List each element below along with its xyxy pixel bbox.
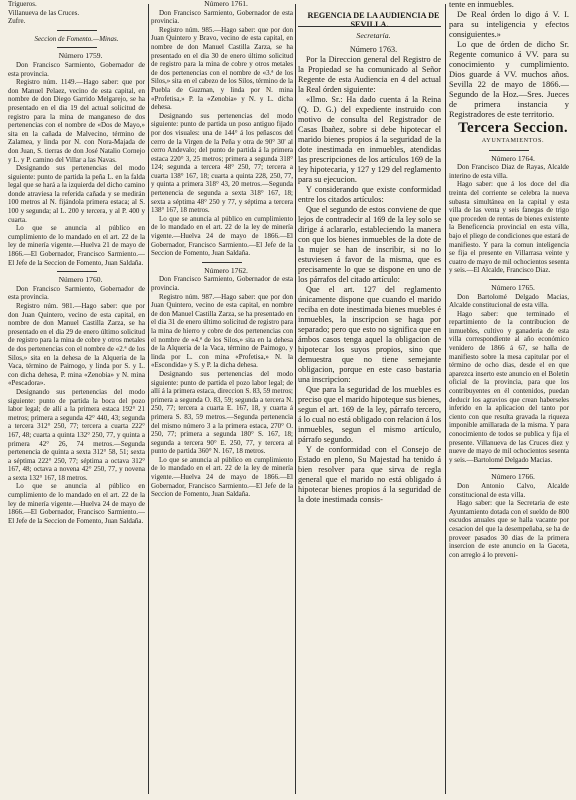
column-4	[449, 0, 569, 800]
entry-paragraph: Lo que se anuncia al público en cumplimiento de lo mandado en el art. 22 de la ley de minería vigente.—Huelva 24 de mayo de 1866.—El Gobernador, Francisco Sarmiento.—El Jefe de la Seccion de Fomento, Juan Saldaña.	[151, 455, 293, 499]
entry-paragraph: «Ilmo. Sr.: Ha dado cuenta á la Reina (Q. D. G.) del expediente instruido con motivo de consulta del Registrador de Casas Ibañez, sobre si debe hipotecar el marido bienes propios á la seguridad de la dote inestimada en inmuebles, atendidas las prescripciones de los artículos 169 de la ley hipotecaria, y 127 y 129 del reglamento para su ejecucion.	[298, 95, 441, 184]
entry-paragraph: Y de conformidad con el Consejo de Estado en pleno, Su Majestad ha tenido á bien resolver para que sirva de regla general que el marido no está obligado á hipotecar bienes propios á la seguridad de la dote inestimada consis-	[298, 445, 441, 504]
entry-number: Número 1759.	[58, 51, 103, 61]
divider	[57, 30, 97, 31]
entry-number: Número 1764.	[491, 153, 535, 163]
entry-number: Número 1765.	[491, 282, 535, 292]
entry-paragraph: Don Francisco Sarmiento, Gobernador de esta provincia.	[151, 275, 293, 292]
header-rule	[298, 26, 441, 27]
divider	[489, 150, 529, 151]
entry-paragraph: Registro núm. 985.—Hago saber: que por don Juan Quintero y Bravo, vecino de esta capital, en nombre de don Manuel Castilla Zarza, se ha presentado en el dia 30 de enero último solicitud de registro para la mina de cobre y otros metales de dos pertenencias con el nombre de «3.ª de los Silos,» sita en el cabezo de los Silos, término de la Puebla de Guzman, y linda por N. mina «Profetisa,» P. la «Zenobia» y N. y L. dicha dehesa.	[151, 25, 293, 112]
entry-number: Número 1762.	[204, 265, 248, 275]
entry-paragraph: Don Francisco Sarmiento, Gobernador de esta provincia.	[151, 8, 293, 26]
entry-paragraph: Designando sus pertenencias del modo siguiente: punto de partida el pozo labor legal; de allí á la primera estaca, direccion S. 83, 59 metros; primera a segunda O. 83, 59; segunda a tercera N. 250, 77; tercera a cuarta E. 167, 18, y cuarta á primera S. 83, 59 metros.—Segunda pertenencia del mismo número 3 a la primera estaca, 270° O. 250, 77; primera a segunda 180° S. 167, 18; segunda a tercera 90° E. 250, 77, y tercera al punto de partida 360° N. 167, 18 metros.	[151, 369, 293, 456]
entry-paragraph: Lo que se anuncia al público en cumplimiento de lo mandado en el art. 22 de la ley de minería vigente.—Huelva 21 de mayo de 1866.—El Gobernador, Francisco Sarmiento.—El Jefe de la Seccion de Fomento, Juan Saldaña.	[8, 224, 145, 267]
entry-paragraph: Y considerando que existe conformidad entre los citados artículos:	[298, 185, 441, 204]
entry-paragraph: Don Francisco Diaz de Rayas, Alcalde interino de esta villa.	[449, 163, 569, 180]
subsection-title: AYUNTAMIENTOS.	[481, 137, 545, 144]
entry-paragraph: Lo que de órden de dicho Sr. Regente comunico á VV. para su conocimiento y cumplimiento. Dios guarde á VV. muchos años. Sevilla 22 de mayo de 1866.—Segundo de la Hoz.—Sres. Jueces de primera instancia y Registradores de este territorio.	[449, 40, 569, 119]
column-rule	[148, 4, 149, 794]
entry-paragraph: Don Francisco Sarmiento, Gobernador de esta provincia.	[8, 284, 145, 302]
entry-paragraph: Registro núm. 981.—Hago saber: que por don Juan Quintero, vecino de esta capital, en nombre de don Manuel Castilla Zarza, se ha presentado en el dia 29 de enero último solicitud de registro para la mina de cobre y otros metales de dos pertenencias con el nombre de «2.ª de los Silos,» sita en la dehesa de la Alqueria de la Vaca, término de Paimogo, y linda por S. y L. con dicha dehesa, P. mina «Zenobia» y N. mina «Pescadora».	[8, 302, 145, 388]
divider	[489, 468, 529, 469]
entry-paragraph: Hago saber: que la Secretaria de este Ayuntamiento dotada con el sueldo de 800 escudos anuales que se halla vacante por cesacion del que la desempeñaba, se ha de proveer pasados 30 dias de la primera insercion de este anuncio en la Gaceta, con arreglo á lo preveni-	[449, 499, 569, 559]
column-1	[8, 0, 145, 800]
column-2	[151, 0, 293, 800]
entry-paragraph: Lo que se anuncia al público en cumplimiento de lo mandado en el art. 22 de la ley de minería vigente.—Huelva 24 de mayo de 1866.—El Gobernador, Francisco Sarmiento.—El Jefe de la Seccion de Fomento, Juan Saldaña.	[8, 482, 145, 525]
town-name: Zufre.	[8, 17, 26, 26]
entry-number: Número 1760.	[58, 275, 103, 285]
divider	[57, 271, 97, 272]
section-title: Tercera Seccion.	[458, 120, 568, 136]
entry-paragraph: Don Bartolomé Delgado Macias, Alcalde constitucional de esta villa.	[449, 292, 569, 310]
entry-paragraph: Designando sus pertenencias del modo siguiente: punto de partida la peña L. en la falda legal que se hará a la izquierda del dicho camino donde atraviesa la referida cañada y se medirán 100 metros al N. fijándola primera estaca; al S. 100 y segunda; al L. 200 y tercera, y al P. 400 y cuarta.	[8, 164, 145, 224]
entry-number: Número 1761.	[204, 0, 248, 8]
town-name: Villanueva de las Cruces.	[8, 8, 80, 17]
town-name: Trigueros.	[8, 0, 37, 8]
entry-paragraph: Hago saber: que á los doce del dia treinta del corriente se celebra la nueva subasta simultánea en la capital y esta villa de las venta y seis fanegas de trigo que proceden de rentas de bienes existente la Beneficencia provincial en esta villa, bajo el pliego de condiciones que estará de manifiesto. Y para la comun inteligencia se fija el presente en Villarrasa veinte y cuatro de mayo de mil ochocientos sesenta y seis.—El Alcalde, Francisco Diaz.	[449, 180, 569, 275]
divider	[57, 47, 97, 48]
entry-paragraph: Que el art. 127 del reglamento únicamente dispone que cuando el marido reciba en dote inestimada bienes muebles é inmuebles, la inscripcion se haga por separado; pero que esto no significa que en ámbos casos tenga aquel la obligacion de hipotecar los suyos propios, sino que demuestra que no tiene semejante obligacion, porque en este caso bastaria una inscripcion:	[298, 285, 441, 384]
entry-paragraph: De Real órden lo digo á V. I. para su inteligencia y efectos consiguientes.»	[449, 10, 569, 39]
divider	[489, 279, 529, 280]
section-subheader: Secretaría.	[356, 31, 391, 40]
entry-paragraph: Designando sus pertenencias del modo siguiente: punto de partida la boca del pozo labor legal; de allí a la primera estaca 192° 21 metros; primera a segunda 42° 440, 43; segunda a tercera 312° 250, 77; tercera a cuarta 222° 167, 48; cuarta a quinta 132° 250, 77, y quinta a primera 42° 26, 74 metros.—Segunda pertenencia de quinta a sexta 312° 58, 51; sexta a séptima 222° 250, 77; séptima a octava 312° 167, 48; octava a novena 42° 250, 77, y novena a sexta 132° 167, 18 metros.	[8, 387, 145, 482]
column-3	[298, 0, 441, 800]
entry-paragraph: Registro núm. 987.—Hago saber: que por don Juan Quintero, vecino de esta capital, en nombre de don Manuel Castilla Zarza, se ha presentado en el dia 31 de enero último solicitud de registro para la mina de hierro y cobre de dos pertenencias con el nombre de «4.ª de los Silos,» sita en la dehesa de la Alqueria de la Vaca, término de Paimogo, y linda por L. con mina «Profetisa,» N. la «Escondida» y S. y P. la dicha dehesa.	[151, 292, 293, 370]
entry-number: Número 1766.	[491, 472, 535, 482]
entry-paragraph: Por la Direccion general del Registro de la Propiedad se ha comunicado al Señor Regente de esta Audiencia en 4 del actual la Real órden siguiente:	[298, 55, 441, 94]
column-rule	[445, 4, 446, 794]
entry-paragraph: Que el segundo de estos conviene de que lejos de contradecir al 169 de la ley solo se dirige á aclararlo, estableciendo la manera con que los bienes inmuebles de la dote de la mujer se han de inscribir, si no lo estuviesen á favor de la misma, que es precisamente lo que se dispone en uno de los párrafos del citado artículo:	[298, 205, 441, 284]
entry-paragraph: Don Francisco Sarmiento, Gobernador de esta provincia.	[8, 60, 145, 78]
entry-paragraph: tente en inmuebles.	[449, 0, 514, 9]
entry-paragraph: Que para la seguridad de los muebles es preciso que el marido hipoteque sus bienes, segun el art. 169 de la ley, párrafo tercero, á lo cual no está obligado con relacion á los inmuebles, segun el mismo artículo, párrafo segundo.	[298, 385, 441, 444]
entry-paragraph: Designando sus pertenencias del modo siguiente: punto de partida un poso antiguo fijado por dos visuales: una de 144° á los peñascos del cerro de la Virgen de la Peña y otra de 90° 30' al cerro Andevalo; del punto de partida á la primera estaca 220° 3, 25 metros; primera a segunda 318° 124; segunda a tercera 48° 250, 77; tercera a cuarta 138° 167, 18; cuarta a quinta 228, 250, 77, y quinta a primera 318° 43, 20 metros.—Segunda pertenencia de segunda a sexta 318° 167, 18; sexta a séptima 48° 250 y 77, y séptima a tercera 138° 167, 18 metros.	[151, 111, 293, 215]
entry-number: Número 1763.	[349, 45, 398, 54]
divider	[202, 262, 242, 263]
entry-paragraph: Registro núm. 1149.—Hago saber: que por don Manuel Pelaez, vecino de esta capital, en nombre de don Diego Garrido Melgarejo, se ha presentado en el dia 19 del actual solicitud de registro para la mina de manganeso de dos pertenencias con el nombre de «Dos de Mayo,» sita en la cañada de Malvecino, término de Zalamea, y linda por N. con Nora-Majada de don Juan, S. tierras de don José Natalio Cornejo y L. y P. camino del Villar a las Navas.	[8, 78, 145, 164]
entry-paragraph: Hago saber: que terminado el repartimiento de la contribucion de inmuebles, cultivo y ganaderia de esta villa correspondiente al año económico venidero de 1866 á 67, se halla de manifiesto sobre la mesa capitular por el término de ocho dias, desde el en que aparezca inserto este anuncio en el Boletin oficial de la provincia, para que los contribuyentes en él contenidos, puedan deducir los agravios que crean haberseles inferido en la aplicacion del tanto por ciento con que resulta gravada la riqueza imponible amillarada de la misma. Y para conocimiento de todos se publica y fija el presente. Villanueva de las Cruces diez y nueve de mayo de mil ochocientos sesenta y seis.—Bartolomé Delgado Macias.	[449, 309, 569, 464]
entry-paragraph: Lo que se anuncia al público en cumplimiento de lo mandado en el art. 22 de la ley de minería vigente.—Huelva 24 de mayo de 1866.—El Gobernador, Francisco Sarmiento.—El Jefe de la Seccion de Fomento, Juan Saldaña.	[151, 214, 293, 258]
entry-paragraph: Don Antonio Calvo, Alcalde constitucional de esta villa.	[449, 481, 569, 499]
column-rule	[295, 4, 296, 794]
section-header: REGENCIA DE LA AUDIENCIA DE SEVILLA.	[307, 11, 440, 29]
section-heading: Seccion de Fomento.—Minas.	[34, 34, 119, 43]
